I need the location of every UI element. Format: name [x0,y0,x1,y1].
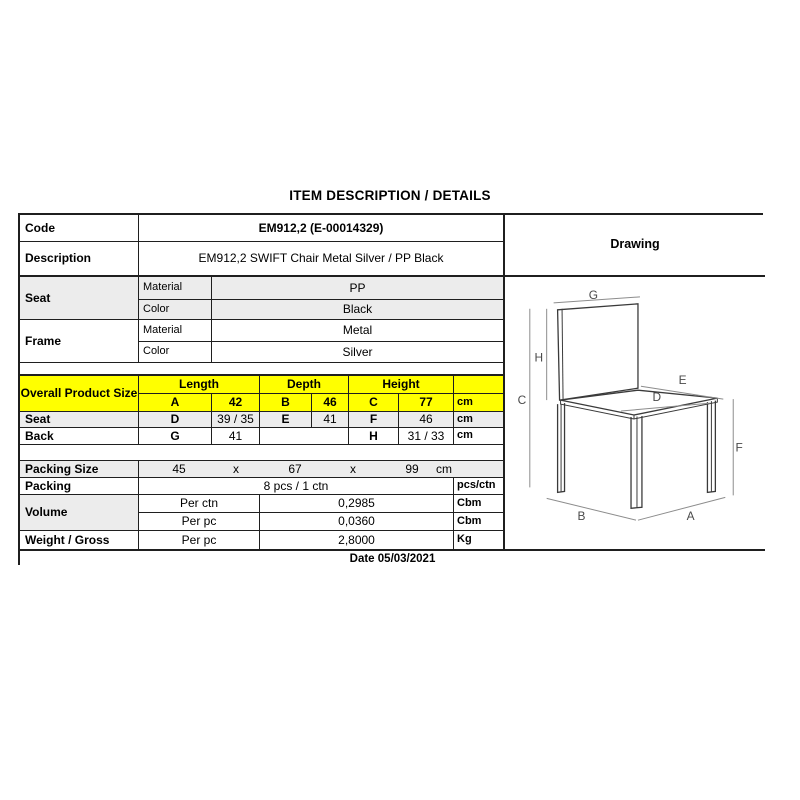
dim-label-e: E [678,373,687,388]
overall-depth-key: B [260,394,312,412]
volume-per-pc-unit: Cbm [454,513,505,531]
overall-height-key: C [349,394,399,412]
packing-size-d: 67 [288,461,302,476]
dim-label-c: C [517,393,527,408]
volume-per-pc-label: Per pc [139,513,260,531]
length-header: Length [139,376,260,394]
packing-size-label: Packing Size [20,461,139,478]
seat-color-label: Color [139,300,212,320]
back-unit: cm [454,428,505,445]
dim-label-b: B [577,509,586,524]
overall-length-value: 42 [212,394,260,412]
seat-material-label: Material [139,277,212,300]
dim-label-g: G [588,287,598,302]
seat-section-label: Seat [20,277,139,320]
dim-label-d: D [652,390,662,405]
weight-label: Weight / Gross [20,531,139,551]
overall-depth-value: 46 [312,394,349,412]
back-dim-label: Back [20,428,139,445]
chair-drawing [505,277,763,549]
code-value: EM912,2 (E-00014329) [139,215,505,242]
overall-height-value: 77 [399,394,454,412]
depth-header: Depth [260,376,349,394]
seat-material-value: PP [212,277,505,300]
date-row: Date 05/03/2021 [20,551,765,567]
overall-length-key: A [139,394,212,412]
back-length-key: G [139,428,212,445]
back-length-value: 41 [212,428,260,445]
back-empty-cell [260,428,349,445]
seat-dim-label: Seat [20,412,139,428]
packing-unit: pcs/ctn [454,478,505,495]
volume-per-pc-value: 0,0360 [260,513,454,531]
drawing-cell [505,277,765,551]
packing-size-w: 45 [172,461,186,476]
frame-material-label: Material [139,320,212,342]
weight-per-label: Per pc [139,531,260,551]
page-title: ITEM DESCRIPTION / DETAILS [289,188,491,203]
volume-label: Volume [20,495,139,531]
seat-length-key: D [139,412,212,428]
overall-size-label: Overall Product Size [20,376,139,412]
frame-section-label: Frame [20,320,139,363]
seat-length-value: 39 / 35 [212,412,260,428]
back-height-value: 31 / 33 [399,428,454,445]
spacer-row [20,363,505,376]
frame-material-value: Metal [212,320,505,342]
description-value: EM912,2 SWIFT Chair Metal Silver / PP Black [139,242,505,277]
frame-color-value: Silver [212,342,505,363]
packing-size-h: 99 [405,461,419,476]
packing-value: 8 pcs / 1 ctn [139,478,454,495]
packing-size-x2: x [350,461,356,476]
packing-size-unit: cm [436,461,452,476]
volume-per-ctn-unit: Cbm [454,495,505,513]
seat-height-key: F [349,412,399,428]
description-label: Description [20,242,139,277]
spacer-row [20,445,505,461]
volume-per-ctn-value: 0,2985 [260,495,454,513]
weight-unit: Kg [454,531,505,551]
height-header: Height [349,376,454,394]
dim-label-a: A [686,509,695,524]
packing-size-values [139,461,505,478]
back-height-key: H [349,428,399,445]
dim-label-f: F [735,440,743,455]
packing-label: Packing [20,478,139,495]
overall-unit: cm [454,394,505,412]
frame-color-label: Color [139,342,212,363]
code-label: Code [20,215,139,242]
drawing-header: Drawing [505,215,765,277]
seat-depth-key: E [260,412,312,428]
seat-height-value: 46 [399,412,454,428]
weight-value: 2,8000 [260,531,454,551]
seat-depth-value: 41 [312,412,349,428]
volume-per-ctn-label: Per ctn [139,495,260,513]
dim-label-h: H [534,350,544,365]
packing-size-x1: x [233,461,239,476]
seat-color-value: Black [212,300,505,320]
seat-unit: cm [454,412,505,428]
header-unit-cell [454,376,505,394]
spec-table [18,213,763,565]
